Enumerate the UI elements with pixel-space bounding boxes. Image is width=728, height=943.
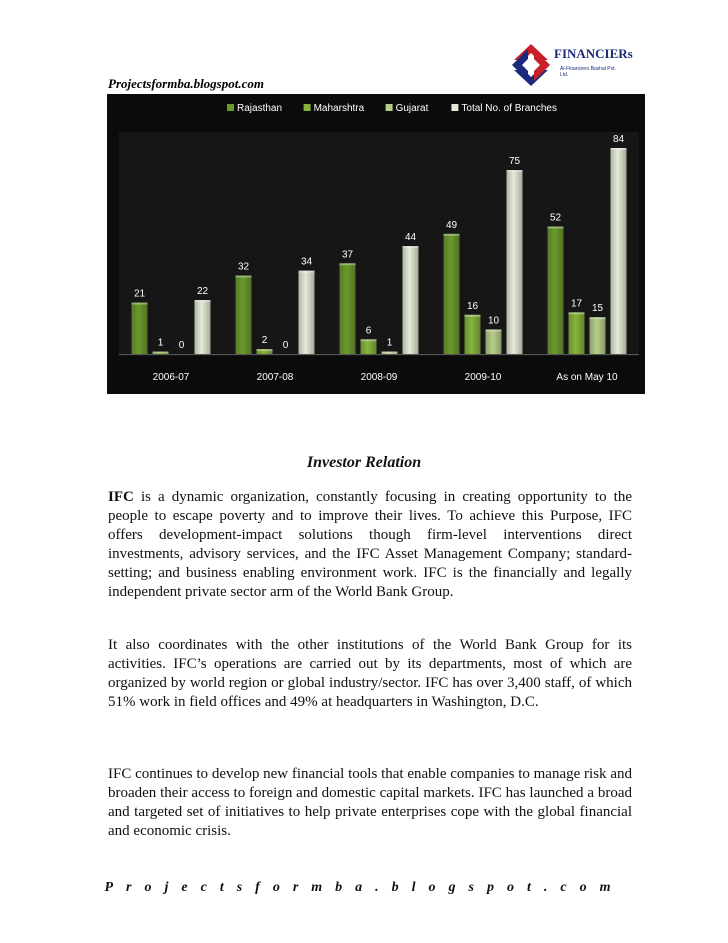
bar-cap — [257, 349, 273, 351]
bar — [340, 263, 356, 354]
bar-cap — [132, 303, 148, 305]
legend-label: Total No. of Branches — [461, 103, 558, 114]
logo-name: FINANCIERs — [554, 46, 633, 61]
bar — [590, 317, 606, 354]
data-label: 17 — [570, 298, 583, 310]
data-label: 10 — [487, 315, 500, 327]
data-label: 37 — [341, 249, 354, 261]
paragraph-3: IFC continues to develop new financial tools that enable companies to manage risk and broaden their access to foreign and domestic capital markets. IFC has launched a broad and targeted set of initiatives to help private enterprises cope with the global financial and economic crisis. — [108, 766, 632, 839]
bar-cap — [361, 339, 377, 341]
data-label: 0 — [282, 340, 289, 351]
bar — [403, 246, 419, 354]
legend-label: Rajasthan — [237, 103, 283, 114]
bar-cap — [507, 170, 523, 172]
bar — [548, 226, 564, 354]
data-label: 49 — [445, 219, 458, 231]
bar — [236, 276, 252, 354]
data-label: 1 — [386, 337, 393, 349]
data-label: 1 — [157, 337, 164, 349]
data-label: 44 — [404, 232, 417, 244]
bar-cap — [382, 352, 398, 354]
data-label: 16 — [466, 300, 479, 312]
data-label: 0 — [178, 340, 185, 351]
bar — [132, 303, 148, 355]
chart-svg — [107, 94, 645, 394]
page-title: Investor Relation — [306, 454, 422, 471]
bar — [195, 300, 211, 354]
bar — [361, 339, 377, 354]
bar-cap — [340, 263, 356, 265]
paragraph-1-text: is a dynamic organization, constantly focusing in creating opportunity to the people to escape poverty and to improve their lives. To achieve this Purpose, IFC offers development-impact solutions though firm-level interventions direct investments, advisory services, and the IFC Asset Management Company; standard-setting; and business enabling environment work. IFC is the financially and legally independent private sector arm of the World Bank Group. — [108, 489, 632, 600]
bar — [569, 312, 585, 354]
data-label: 21 — [133, 288, 146, 300]
category-label: As on May 10 — [556, 372, 618, 383]
bar-cap — [548, 226, 564, 228]
branches-chart — [107, 94, 645, 394]
company-logo — [508, 40, 633, 90]
data-label: 84 — [612, 134, 625, 145]
bar — [444, 234, 460, 354]
data-label: 32 — [237, 261, 250, 273]
bar-cap — [611, 148, 627, 150]
bar — [507, 170, 523, 354]
legend-swatch — [386, 104, 393, 111]
bar-cap — [195, 300, 211, 302]
data-label: 22 — [196, 286, 209, 298]
bar-cap — [590, 317, 606, 319]
data-label: 75 — [508, 156, 521, 168]
legend-swatch — [227, 104, 234, 111]
paragraph-1-lead: IFC — [108, 489, 134, 505]
legend-swatch — [304, 104, 311, 111]
bar-cap — [403, 246, 419, 248]
legend-swatch — [451, 104, 458, 111]
bar-cap — [299, 271, 315, 273]
category-label: 2007-08 — [256, 372, 294, 383]
bar-cap — [569, 312, 585, 314]
data-label: 34 — [300, 256, 313, 268]
bar-cap — [486, 329, 502, 331]
bar-cap — [153, 352, 169, 354]
category-label: 2009-10 — [464, 372, 502, 383]
bar — [486, 329, 502, 354]
bar — [299, 271, 315, 354]
header-site-title: Projectsformba.blogspot.com — [108, 76, 264, 91]
legend-label: Gujarat — [395, 103, 429, 114]
logo-mark-icon — [508, 40, 554, 90]
bar-cap — [465, 315, 481, 317]
category-label: 2006-07 — [152, 372, 190, 383]
category-label: 2008-09 — [360, 372, 398, 383]
bar — [611, 148, 627, 354]
logo-subtitle: Al-Financiers Bushal Pvt. Ltd. — [560, 66, 616, 78]
legend-label: Maharshtra — [313, 103, 365, 114]
paragraph-2: It also coordinates with the other institutions of the World Bank Group for its activities. IFC’s operations are carried out by its departments, most of which are organized by world region or global industry/sector. IFC has over 3,400 staff, of which 51% work in field offices and 49% at headquarters in Washington, D.C. — [108, 637, 632, 710]
bar-cap — [444, 234, 460, 236]
footer-site: Projectsformba.blogspot.com — [104, 880, 624, 895]
data-label: 52 — [549, 212, 562, 224]
data-label: 6 — [365, 325, 372, 337]
paragraph-1 — [108, 488, 632, 602]
data-label: 2 — [261, 335, 268, 347]
bar — [465, 315, 481, 354]
data-label: 15 — [591, 303, 604, 315]
bar-cap — [236, 276, 252, 278]
